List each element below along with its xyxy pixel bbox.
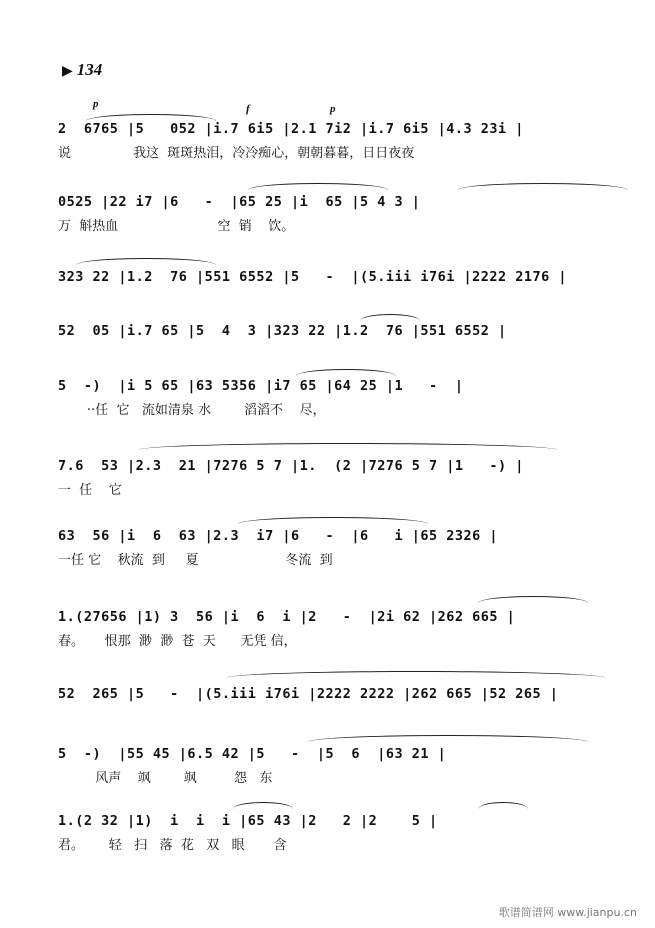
page-number: ▶ 134: [62, 60, 103, 79]
notation-line: 1.(27656 |1) 3 56 |i 6 i |2 - |2i 62 |262 665 |: [58, 609, 516, 625]
notation-line: 323 22 |1.2 76 |551 6552 |5 - |(5.iii i76i |2222 2176 |: [58, 269, 568, 285]
notation-line: 52 265 |5 - |(5.iii i76i |2222 2222 |262 665 |52 265 |: [58, 686, 559, 702]
notation-line: 63 56 |i 6 63 |2.3 i7 |6 - |6 i |65 2326 |: [58, 528, 499, 544]
lyric-line: 万 斛热血 空 销 饮。: [58, 219, 295, 234]
lyric-line: 风声 飒 飒 怨 东: [58, 771, 273, 786]
score-system: [58, 812, 598, 892]
lyric-line: 君。 轻 扫 落 花 双 眼 含: [58, 838, 287, 853]
watermark: 歌谱简谱网 www.jianpu.cn: [498, 906, 637, 919]
score-system: [58, 457, 598, 537]
lyric-line: 春。 恨那 渺 渺 苍 天 无凭 信，: [58, 634, 297, 649]
notation-line: 2 6765 |5 052 |i.7 6i5 |2.1 7i2 |i.7 6i5 |4.3 23i |: [58, 121, 524, 137]
notation-line: 0525 |22 i7 |6 - |65 25 |i 65 |5 4 3 |: [58, 194, 421, 210]
lyric-line: ··任 它 流如清泉 水 滔滔不 尽，: [58, 403, 326, 418]
notation-line: 5 -) |i 5 65 |63 5356 |i7 65 |64 25 |1 - |: [58, 378, 464, 394]
lyric-line: 一 任 它: [58, 483, 122, 498]
notation-line: 52 05 |i.7 65 |5 4 3 |323 22 |1.2 76 |551 6552 |: [58, 323, 507, 339]
dynamic-marking: p: [93, 98, 99, 110]
lyric-line: 说 我这 斑斑热泪，冷冷痴心，朝朝暮暮，日日夜夜: [58, 146, 415, 161]
notation-line: 5 -) |55 45 |6.5 42 |5 - |5 6 |63 21 |: [58, 746, 447, 762]
notation-line: 1.(2 32 |1) i i i |65 43 |2 2 |2 5 |: [58, 813, 438, 829]
dynamic-marking: f: [246, 103, 250, 115]
lyric-line: 一任 它 秋流 到 夏 冬流 到: [58, 553, 333, 568]
score-system: [58, 527, 598, 607]
notation-line: 7.6 53 |2.3 21 |7276 5 7 |1. (2 |7276 5 7 |1 -) |: [58, 458, 524, 474]
page-marker-icon: ▶: [62, 64, 73, 79]
dynamic-marking: p: [330, 103, 336, 115]
